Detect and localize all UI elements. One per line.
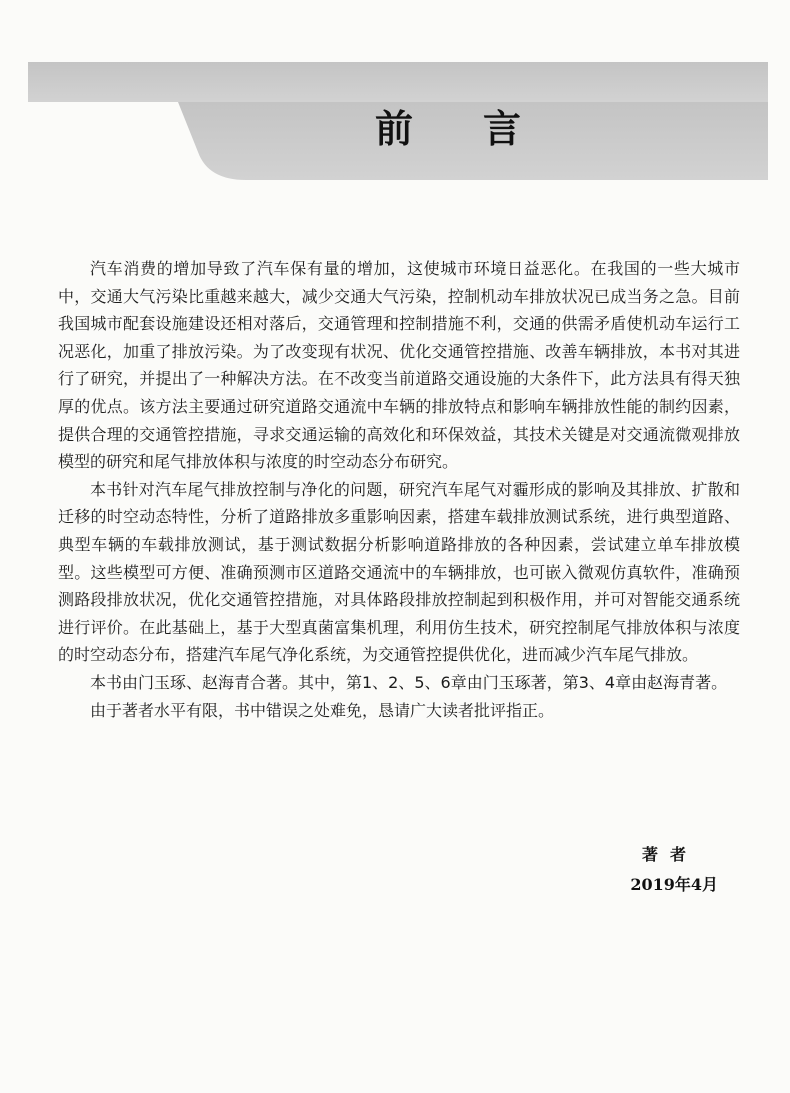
- page-title: 前言: [374, 106, 591, 151]
- paragraph: 汽车消费的增加导致了汽车保有量的增加，这使城市环境日益恶化。在我国的一些大城市中，交通大气污染比重越来越大，减少交通大气污染，控制机动车排放状况已成当务之急。目前我国城市配套设施建设还相对落后，交通管理和控制措施不利，交通的供需矛盾使机动车运行工况恶化，加重了排放污染。为了改变现有状况、优化交通管控措施、改善车辆排放，本书对其进行了研究，并提出了一种解决方法。在不改变当前道路交通设施的大条件下，此方法具有得天独厚的优点。该方法主要通过研究道路交通流中车辆的排放特点和影响车辆排放性能的制约因素，提供合理的交通管控措施，寻求交通运输的高效化和环保效益，其技术关键是对交通流微观排放模型的研究和尾气排放体积与浓度的时空动态分布研究。: [58, 259, 740, 472]
- chapter-banner: [28, 62, 768, 182]
- signature-date: 2019年4月: [630, 875, 718, 894]
- paragraph: 本书针对汽车尾气排放控制与净化的问题，研究汽车尾气对霾形成的影响及其排放、扩散和迁移的时空动态特性，分析了道路排放多重影响因素，搭建车载排放测试系统，进行典型道路、典型车辆的车载排放测试，基于测试数据分析影响道路排放的各种因素，尝试建立单车排放模型。这些模型可方便、准确预测市区道路交通流中的车辆排放，也可嵌入微观仿真软件，准确预测路段排放状况，优化交通管控措施，对具体路段排放控制起到积极作用，并可对智能交通系统进行评价。在此基础上，基于大型真菌富集机理，利用仿生技术，研究控制尾气排放体积与浓度的时空动态分布，搭建汽车尾气净化系统，为交通管控提供优化，进而减少汽车尾气排放。: [58, 479, 740, 665]
- preface-body: [58, 255, 740, 724]
- signature-author: 著者: [641, 845, 698, 864]
- paragraph: 由于著者水平有限，书中错误之处难免，恳请广大读者批评指正。: [90, 700, 555, 720]
- paragraph: 本书由门玉琢、赵海青合著。其中，第1、2、5、6章由门玉琢著，第3、4章由赵海青著。: [90, 672, 728, 692]
- signature-block: [518, 840, 718, 900]
